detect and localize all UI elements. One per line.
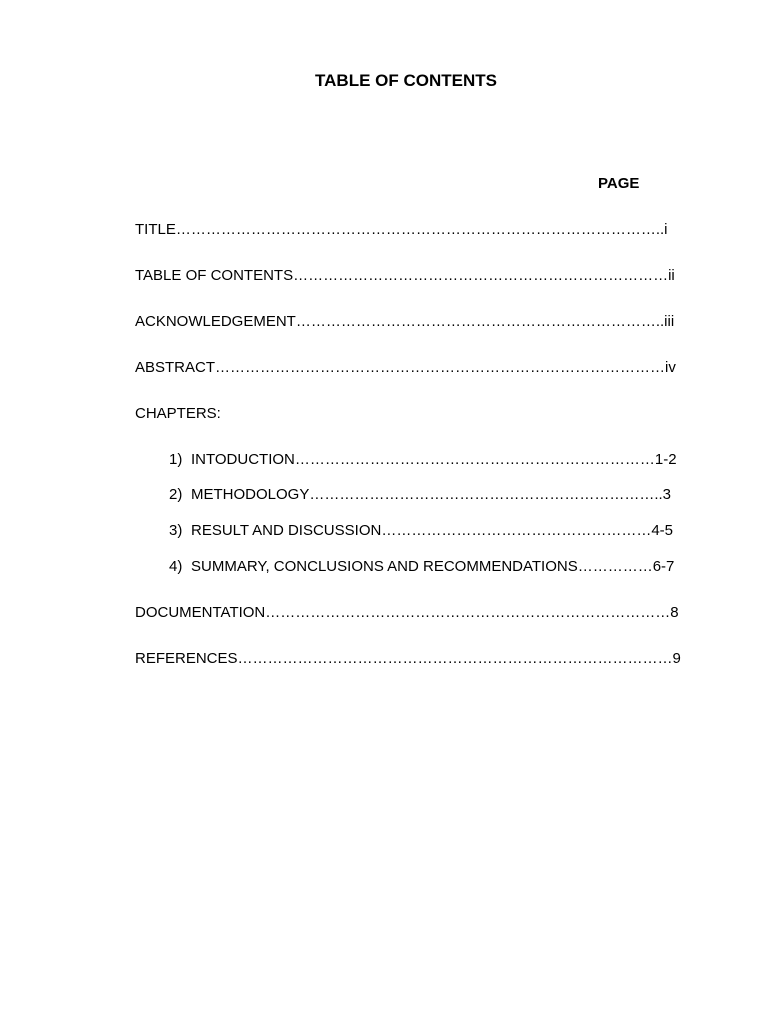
page-column-header: PAGE	[598, 175, 640, 192]
page-title: TABLE OF CONTENTS	[315, 71, 497, 90]
toc-chapter-3	[169, 522, 673, 540]
chapter-number: 1)	[169, 451, 183, 468]
chapter-label: RESULT AND DISCUSSION………………………………………………4-5	[191, 522, 673, 539]
chapter-label: SUMMARY, CONCLUSIONS AND RECOMMENDATIONS……………6-7	[191, 558, 675, 575]
chapter-label: INTODUCTION………………………………………………………………1-2	[191, 451, 677, 468]
toc-entry-documentation: DOCUMENTATION………………………………………………………………………8	[135, 604, 679, 621]
toc-entry-title: TITLE……………………………………………………………………………………..i	[135, 221, 668, 238]
toc-entry-table-of-contents: TABLE OF CONTENTS…………………………………………………………………ii	[135, 267, 675, 284]
chapter-number: 2)	[169, 486, 183, 503]
chapter-number: 3)	[169, 522, 183, 539]
toc-entry-acknowledgement: ACKNOWLEDGEMENT………………………………………………………………..iii	[135, 313, 675, 330]
toc-entry-abstract: ABSTRACT………………………………………………………………………………iv	[135, 359, 676, 376]
toc-chapter-2	[169, 486, 671, 504]
toc-chapter-1	[169, 451, 677, 469]
chapter-label: METHODOLOGY……………………………………………………………..3	[191, 486, 672, 503]
chapter-number: 4)	[169, 558, 183, 575]
toc-entry-chapters: CHAPTERS:	[135, 405, 221, 422]
toc-chapter-4	[169, 558, 674, 576]
toc-entry-references: REFERENCES……………………………………………………………………………9	[135, 650, 681, 667]
